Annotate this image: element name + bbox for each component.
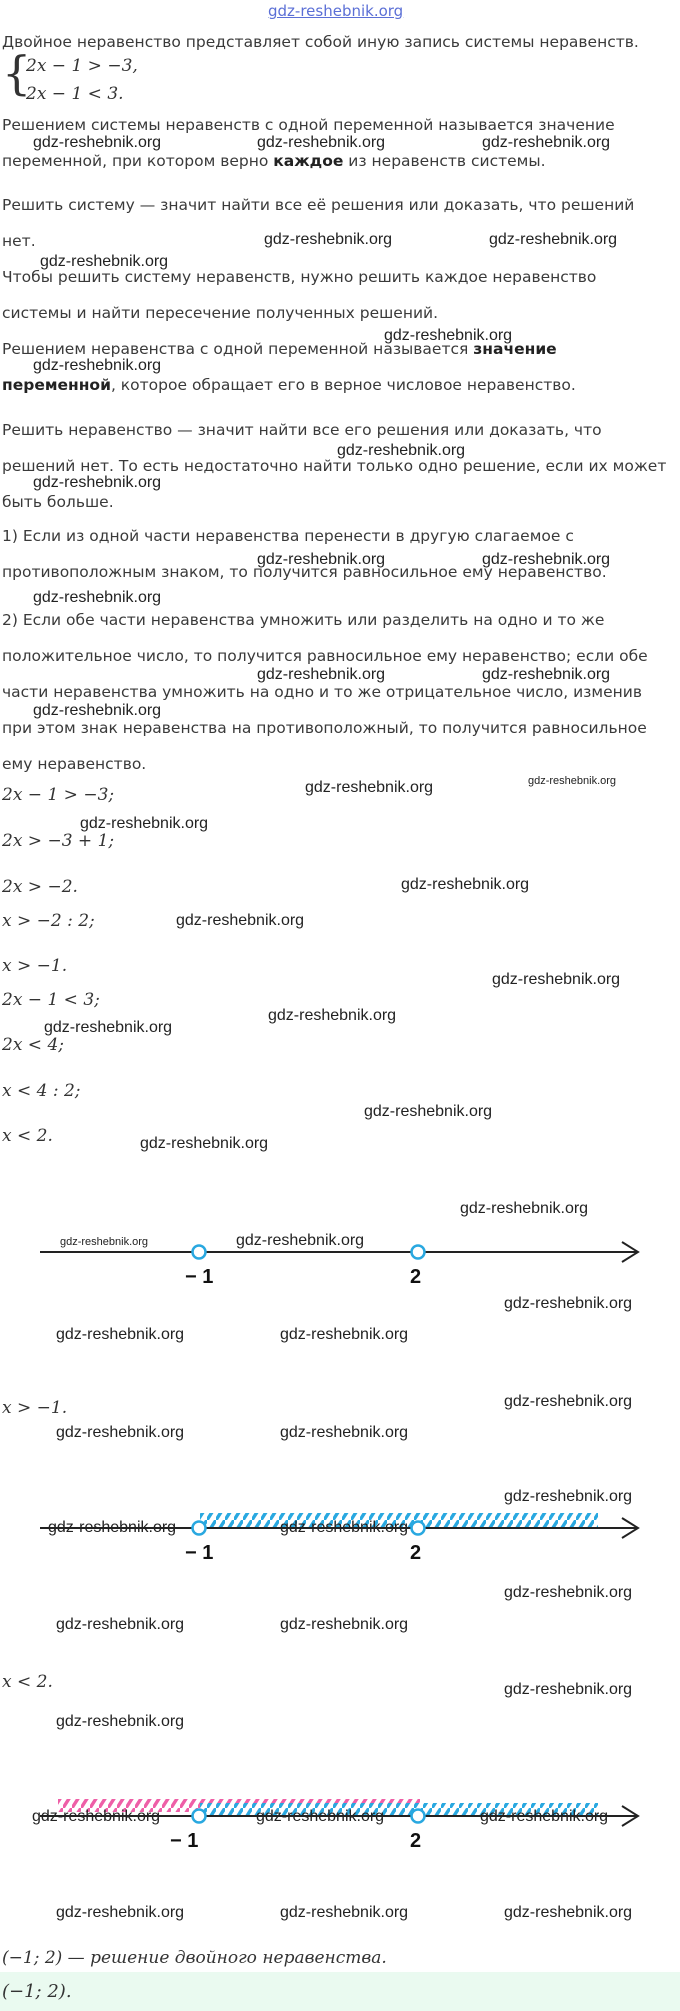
- watermark: gdz-reshebnik.org: [236, 1232, 365, 1249]
- step-3: 2x > −2.: [2, 877, 78, 897]
- point-minus-one: [193, 1810, 206, 1823]
- rule-2-line-1: 2) Если обе части неравенства умножить или разделить на одно и то же: [2, 611, 605, 629]
- watermark: gdz-reshebnik.org: [482, 666, 611, 683]
- watermark: gdz-reshebnik.org: [56, 1904, 185, 1921]
- label-greater-than: x > −1.: [2, 1398, 68, 1418]
- watermark: gdz-reshebnik.org: [80, 815, 209, 832]
- solve-inequality-line-3: быть больше.: [2, 493, 114, 511]
- watermark: gdz-reshebnik.org: [280, 1326, 409, 1343]
- watermark: gdz-reshebnik.org: [33, 357, 162, 374]
- label-two: 2: [410, 1266, 422, 1288]
- point-minus-one: [193, 1246, 206, 1259]
- step-1: 2x − 1 > −3;: [2, 785, 115, 805]
- watermark: gdz-reshebnik.org: [44, 1019, 173, 1036]
- watermark: gdz-reshebnik.org: [384, 327, 513, 344]
- site-link[interactable]: gdz-reshebnik.org: [268, 2, 404, 20]
- watermark: gdz-reshebnik.org: [33, 134, 162, 151]
- def-solution-line-2: переменной, при котором верно каждое из неравенств системы.: [2, 152, 546, 170]
- label-two: 2: [410, 1542, 422, 1564]
- step-2: 2x > −3 + 1;: [2, 831, 115, 851]
- def-inequality-line-2: переменной, которое обращает его в верное числовое неравенство.: [2, 376, 576, 394]
- label-minus-one: − 1: [170, 1830, 199, 1852]
- watermark: gdz-reshebnik.org: [257, 134, 386, 151]
- watermark: gdz-reshebnik.org: [56, 1713, 185, 1730]
- step-6: 2x − 1 < 3;: [2, 990, 100, 1010]
- watermark: gdz-reshebnik.org: [364, 1103, 493, 1120]
- watermark: gdz-reshebnik.org: [504, 1488, 633, 1505]
- watermark: gdz-reshebnik.org: [460, 1200, 589, 1217]
- watermark: gdz-reshebnik.org: [48, 1519, 177, 1536]
- watermark: gdz-reshebnik.org: [337, 442, 466, 459]
- watermark: gdz-reshebnik.org: [257, 666, 386, 683]
- step-5: x > −1.: [2, 956, 68, 976]
- watermark: gdz-reshebnik.org: [504, 1295, 633, 1312]
- solve-system-line-1: Решить систему — значит найти все её решения или доказать, что решений: [2, 196, 635, 214]
- rule-2-line-5: ему неравенство.: [2, 755, 147, 773]
- def-solution-line-1: Решением системы неравенств с одной переменной называется значение: [2, 116, 615, 134]
- step-8: x < 4 : 2;: [2, 1081, 81, 1101]
- watermark: gdz-reshebnik.org: [176, 912, 305, 929]
- rule-1-line-1: 1) Если из одной части неравенства перенести в другую слагаемое с: [2, 527, 574, 545]
- watermark: gdz-reshebnik.org: [492, 971, 621, 988]
- watermark: gdz-reshebnik.org: [256, 1808, 385, 1825]
- watermark: gdz-reshebnik.org: [482, 134, 611, 151]
- watermark: gdz-reshebnik.org: [33, 702, 162, 719]
- watermark: gdz-reshebnik.org: [504, 1681, 633, 1698]
- point-two: [412, 1810, 425, 1823]
- step-7: 2x < 4;: [2, 1035, 64, 1055]
- point-minus-one: [193, 1522, 206, 1535]
- label-two: 2: [410, 1830, 422, 1852]
- watermark: gdz-reshebnik.org: [280, 1904, 409, 1921]
- watermark: gdz-reshebnik.org: [504, 1584, 633, 1601]
- watermark: gdz-reshebnik.org: [480, 1808, 609, 1825]
- solve-inequality-line-1: Решить неравенство — значит найти все его решения или доказать, что: [2, 421, 602, 439]
- watermark: gdz-reshebnik.org: [268, 1007, 397, 1024]
- watermark: gdz-reshebnik.org: [140, 1135, 269, 1152]
- watermark: gdz-reshebnik.org: [33, 589, 162, 606]
- watermark: gdz-reshebnik.org: [40, 253, 169, 270]
- rule-1-line-2: противоположным знаком, то получится равносильное ему неравенство.: [2, 563, 607, 581]
- watermark: gdz-reshebnik.org: [528, 775, 617, 787]
- watermark: gdz-reshebnik.org: [482, 551, 611, 568]
- rule-2-line-2: положительное число, то получится равносильное ему неравенство; если обе: [2, 647, 648, 665]
- watermark: gdz-reshebnik.org: [305, 779, 434, 796]
- answer-text: (−1; 2).: [2, 1981, 72, 2002]
- system-brace: {: [2, 46, 32, 100]
- watermark: gdz-reshebnik.org: [264, 231, 393, 248]
- watermark: gdz-reshebnik.org: [33, 474, 162, 491]
- point-two: [412, 1246, 425, 1259]
- watermark: gdz-reshebnik.org: [32, 1808, 161, 1825]
- watermark: gdz-reshebnik.org: [56, 1424, 185, 1441]
- watermark: gdz-reshebnik.org: [489, 231, 618, 248]
- conclusion: (−1; 2) — решение двойного неравенства.: [2, 1948, 387, 1968]
- def-inequality-line-1: Решением неравенства с одной переменной называется значение: [2, 340, 557, 358]
- watermark: gdz-reshebnik.org: [257, 551, 386, 568]
- label-minus-one: − 1: [185, 1542, 214, 1564]
- solve-inequality-line-2: решений нет. То есть недостаточно найти только одно решение, если их может: [2, 457, 667, 475]
- label-minus-one: − 1: [185, 1266, 214, 1288]
- system-line-2: 2x − 1 < 3.: [26, 84, 124, 104]
- label-less-than: x < 2.: [2, 1672, 53, 1692]
- how-to-line-1: Чтобы решить систему неравенств, нужно решить каждое неравенство: [2, 268, 597, 286]
- watermark: gdz-reshebnik.org: [504, 1393, 633, 1410]
- watermark: gdz-reshebnik.org: [56, 1616, 185, 1633]
- watermark: gdz-reshebnik.org: [504, 1904, 633, 1921]
- step-9: x < 2.: [2, 1126, 53, 1146]
- system-line-1: 2x − 1 > −3,: [26, 56, 138, 76]
- watermark: gdz-reshebnik.org: [280, 1424, 409, 1441]
- watermark: gdz-reshebnik.org: [280, 1519, 409, 1536]
- how-to-line-2: системы и найти пересечение полученных решений.: [2, 304, 439, 322]
- intro-text: Двойное неравенство представляет собой иную запись системы неравенств.: [2, 33, 639, 51]
- watermark: gdz-reshebnik.org: [280, 1616, 409, 1633]
- answer-box: [0, 1972, 680, 2011]
- rule-2-line-4: при этом знак неравенства на противоположный, то получится равносильное: [2, 719, 647, 737]
- watermark: gdz-reshebnik.org: [56, 1326, 185, 1343]
- step-4: x > −2 : 2;: [2, 911, 95, 931]
- watermark: gdz-reshebnik.org: [401, 876, 530, 893]
- solve-system-line-2: нет.: [2, 232, 36, 250]
- rule-2-line-3: части неравенства умножить на одно и то же отрицательное число, изменив: [2, 683, 642, 701]
- point-two: [412, 1522, 425, 1535]
- watermark: gdz-reshebnik.org: [60, 1236, 149, 1248]
